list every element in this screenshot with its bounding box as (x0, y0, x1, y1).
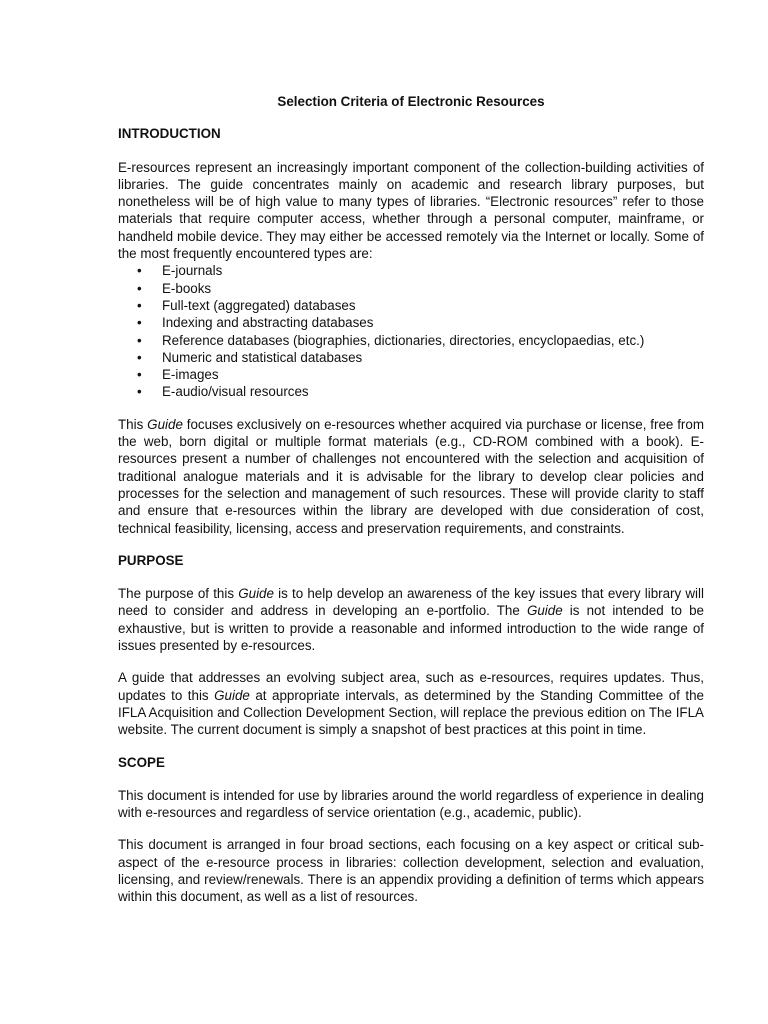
list-item-text: Reference databases (biographies, dictionaries, directories, encyclopaedias, etc.) (162, 332, 645, 348)
intro-paragraph: E-resources represent an increasingly important component of the collection-building activities of libraries. The guide concentrates mainly on academic and research library purposes, but nonetheless will be of high value to many types of libraries. “Electronic resources” refer to those materials that require computer access, whether through a personal computer, mainframe, or handheld mobile device. They may either be accessed remotely via the Internet or locally. Some of the most frequently encountered types are: (118, 159, 704, 262)
text-run: The purpose of this (118, 586, 239, 602)
bullet-icon: • (137, 367, 142, 383)
guide-emphasis: Guide (238, 586, 274, 602)
bullet-icon: • (137, 297, 142, 313)
list-item (137, 280, 704, 297)
list-item-text: E-images (162, 367, 219, 383)
purpose-paragraph-1 (118, 585, 704, 654)
list-item-text: Numeric and statistical databases (162, 349, 363, 365)
text-run: focuses exclusively on e-resources whether acquired via purchase or license, free from the web, born digital or multiple format materials (e.g., CD-ROM combined with a book). E-resources present a number of challenges not encountered with the selection and acquisition of traditional analogue materials and it is advisable for the library to develop clear policies and processes for the selection and management of such resources. These will provide clarity to staff and ensure that e-resources within the library are developed with due consideration of cost, technical feasibility, licensing, access and preservation requirements, and constraints. (118, 416, 704, 536)
purpose-paragraph-2 (118, 669, 704, 738)
heading-purpose: PURPOSE (118, 552, 184, 568)
list-item (137, 262, 704, 279)
bullet-icon: • (137, 332, 142, 348)
text-run: A guide that addresses an evolving subject area, such as e-resources, requires updates. Thus, updates to this (118, 670, 704, 703)
bullet-icon: • (137, 315, 142, 331)
guide-emphasis: Guide (214, 687, 250, 703)
text-run: is to help develop an awareness of the key issues that every library will need to consider and address in developing an e-portfolio. The (118, 586, 704, 619)
list-item-text: Indexing and abstracting databases (162, 315, 374, 331)
list-item-text: E-books (162, 280, 212, 296)
list-item (137, 366, 704, 383)
bullet-icon: • (137, 384, 142, 400)
scope-paragraph-2: This document is arranged in four broad sections, each focusing on a key aspect or critical sub-aspect of the e-resource process in libraries: collection development, selection and evaluation, licensing, and review/renewals. There is an appendix providing a definition of terms which appears within this document, as well as a list of resources. (118, 837, 704, 905)
text-run: is not intended to be exhaustive, but is written to provide a reasonable and informed introduction to the wide range of issues presented by e-resources. (118, 603, 704, 654)
document-title: Selection Criteria of Electronic Resources (277, 94, 545, 109)
bullet-icon: • (137, 349, 142, 365)
list-item-text: E-journals (162, 263, 223, 279)
heading-scope: SCOPE (118, 754, 165, 770)
list-item-text: E-audio/visual resources (162, 384, 309, 400)
scope-paragraph-1: This document is intended for use by libraries around the world regardless of experience in dealing with e-resources and regardless of service orientation (e.g., academic, public). (118, 787, 704, 821)
guide-emphasis: Guide (147, 416, 183, 432)
bullet-icon: • (137, 263, 142, 279)
list-item (137, 383, 704, 400)
list-item (137, 297, 704, 314)
heading-introduction: INTRODUCTION (118, 126, 221, 142)
bullet-icon: • (137, 280, 142, 296)
list-item (137, 314, 704, 331)
text-run: at appropriate intervals, as determined by the Standing Committee of the IFLA Acquisition and Collection Development Section, will replace the previous edition on The IFLA website. The current document is simply a snapshot of best practices at this point in time. (118, 687, 704, 738)
document-page (118, 93, 704, 921)
guide-emphasis: Guide (526, 603, 563, 619)
resource-types-list (118, 262, 704, 400)
list-item (137, 332, 704, 349)
text-run: This (118, 416, 148, 432)
list-item (137, 349, 704, 366)
list-item-text: Full-text (aggregated) databases (162, 297, 356, 313)
intro-scope-paragraph (118, 416, 704, 537)
